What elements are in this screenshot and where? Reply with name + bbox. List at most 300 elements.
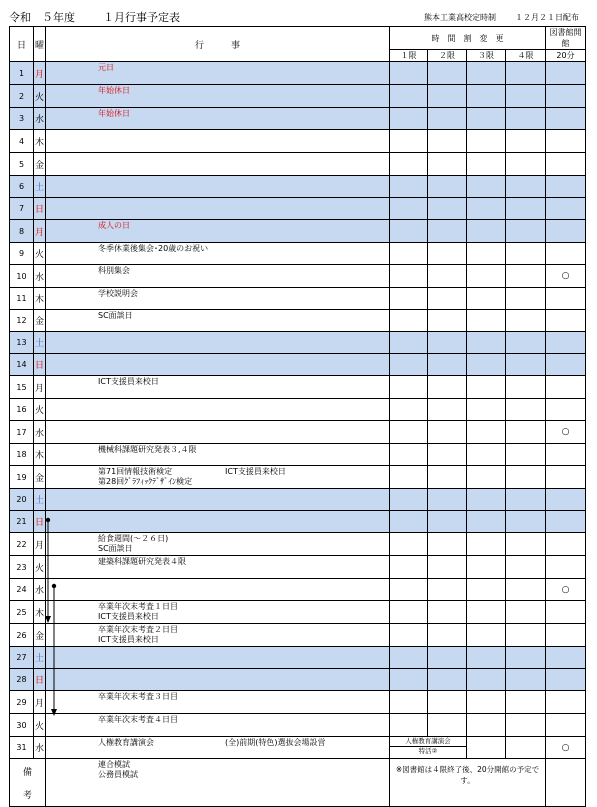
weekday-cell: 月 [34, 220, 46, 243]
weekday-cell: 土 [34, 647, 46, 669]
library-cell [546, 130, 586, 153]
period-cell [467, 62, 506, 85]
period-cell [467, 220, 506, 243]
table-row [10, 669, 586, 691]
event-cell [46, 198, 390, 220]
remarks-label: 備 考 [10, 759, 46, 807]
event-cell [46, 691, 390, 714]
library-cell [546, 466, 586, 489]
library-cell [546, 332, 586, 354]
weekday-cell: 水 [34, 737, 46, 759]
period-cell [467, 533, 506, 556]
period-cell [467, 624, 506, 647]
period-cell [506, 108, 546, 130]
event-text: 卒業年次末考査２日目 ICT支援員来校日 [98, 625, 178, 644]
period-cell [467, 198, 506, 220]
weekday-cell: 金 [34, 466, 46, 489]
period-cell [428, 198, 467, 220]
period-cell [390, 399, 428, 421]
period-cell [428, 579, 467, 601]
period-cell [390, 669, 428, 691]
event-cell [46, 533, 390, 556]
col-period-change: 時 間 割 変 更 [390, 27, 546, 50]
event-cell [46, 466, 390, 489]
period-cell [428, 647, 467, 669]
library-cell [546, 647, 586, 669]
library-cell [546, 691, 586, 714]
event-cell [46, 288, 390, 310]
event-cell [46, 153, 390, 176]
table-row [10, 444, 586, 466]
period-cell [506, 153, 546, 176]
event-text: 科別集会 [98, 266, 130, 275]
library-cell [546, 399, 586, 421]
period-cell [467, 669, 506, 691]
col-p1: １限 [390, 50, 428, 62]
library-cell [546, 556, 586, 579]
period-cell [467, 288, 506, 310]
table-row [10, 310, 586, 332]
event-cell [46, 376, 390, 399]
period-cell [428, 466, 467, 489]
event-text: 元日 [98, 63, 114, 72]
event-text: 第71回情報技術検定 第28回ｸﾞﾗﾌｨｯｸﾃﾞｻﾞｲﾝ検定 [98, 467, 193, 486]
event-cell [46, 624, 390, 647]
day-cell: 13 [10, 332, 34, 354]
event-text: ICT支援員来校日 [98, 377, 159, 386]
library-cell [546, 376, 586, 399]
period-cell [467, 265, 506, 288]
table-row [10, 399, 586, 421]
period-cell [428, 310, 467, 332]
period-cell [467, 85, 506, 108]
period-cell [390, 533, 428, 556]
period-cell [506, 466, 546, 489]
period-cell [428, 108, 467, 130]
period-cell [467, 444, 506, 466]
period-cell [506, 376, 546, 399]
event-cell [46, 85, 390, 108]
day-cell: 16 [10, 399, 34, 421]
period-cell [506, 130, 546, 153]
period-cell [467, 691, 506, 714]
table-row [10, 601, 586, 624]
table-row [10, 714, 586, 737]
event-cell [46, 310, 390, 332]
day-cell: 5 [10, 153, 34, 176]
remarks-text: 連合模試 公務員模試 [98, 760, 138, 779]
library-cell [546, 444, 586, 466]
day-cell: 31 [10, 737, 34, 759]
period-cell [390, 332, 428, 354]
period-cell [467, 130, 506, 153]
event-cell [46, 220, 390, 243]
period-cell [506, 176, 546, 198]
event-text: SC面談日 [98, 311, 133, 320]
table-row [10, 176, 586, 198]
period-change-top: 人権教育講演会 [390, 737, 466, 747]
period-cell [467, 310, 506, 332]
period-cell [390, 601, 428, 624]
library-cell [546, 85, 586, 108]
period-cell [390, 489, 428, 511]
event-text: 冬季休業後集会･20歳のお祝い [98, 244, 209, 253]
day-cell: 27 [10, 647, 34, 669]
table-row [10, 421, 586, 444]
event-text: 年始休日 [98, 86, 130, 95]
weekday-cell: 土 [34, 489, 46, 511]
period-cell [390, 243, 428, 265]
event-cell [46, 354, 390, 376]
period-cell [467, 399, 506, 421]
day-cell: 3 [10, 108, 34, 130]
day-cell: 8 [10, 220, 34, 243]
period-cell [428, 556, 467, 579]
library-cell [546, 62, 586, 85]
period-cell [428, 669, 467, 691]
col-library-sub: 20分 [546, 50, 586, 62]
library-cell [546, 198, 586, 220]
library-cell: ○ [546, 421, 586, 444]
table-row [10, 466, 586, 489]
period-cell [506, 714, 546, 737]
weekday-cell: 火 [34, 556, 46, 579]
table-row [10, 691, 586, 714]
period-cell [467, 511, 506, 533]
period-cell [390, 310, 428, 332]
event-cell [46, 108, 390, 130]
school-name: 熊本工業高校定時制 [424, 13, 496, 22]
period-cell [428, 176, 467, 198]
event-text-secondary: ICT支援員来校日 [225, 467, 286, 476]
era-label: 令和 ５年度 [9, 11, 75, 24]
event-cell [46, 130, 390, 153]
library-cell: ○ [546, 737, 586, 759]
day-cell: 29 [10, 691, 34, 714]
weekday-cell: 火 [34, 714, 46, 737]
period-cell [390, 376, 428, 399]
day-cell: 15 [10, 376, 34, 399]
event-cell [46, 243, 390, 265]
day-cell: 25 [10, 601, 34, 624]
library-cell: ○ [546, 265, 586, 288]
day-cell: 7 [10, 198, 34, 220]
period-cell [390, 624, 428, 647]
event-cell [46, 556, 390, 579]
library-cell [546, 243, 586, 265]
col-weekday: 曜 [34, 27, 46, 62]
period-cell [428, 533, 467, 556]
event-cell [46, 579, 390, 601]
table-row [10, 265, 586, 288]
day-cell: 20 [10, 489, 34, 511]
weekday-cell: 水 [34, 108, 46, 130]
period-cell [506, 220, 546, 243]
period-cell [467, 108, 506, 130]
event-text: 機械科課題研究発表３,４限 [98, 445, 197, 454]
col-p4: ４限 [506, 50, 546, 62]
period-cell [506, 624, 546, 647]
day-cell: 26 [10, 624, 34, 647]
library-cell [546, 669, 586, 691]
period-cell [390, 579, 428, 601]
event-cell [46, 669, 390, 691]
event-text: 給食週間(～２６日) SC面談日 [98, 534, 169, 553]
library-cell [546, 624, 586, 647]
library-cell [546, 176, 586, 198]
event-text: 卒業年次末考査１日目 ICT支援員来校日 [98, 602, 178, 621]
weekday-cell: 水 [34, 265, 46, 288]
event-cell [46, 601, 390, 624]
event-cell [46, 176, 390, 198]
library-cell [546, 533, 586, 556]
period-cell [390, 130, 428, 153]
period-cell [467, 489, 506, 511]
col-events: 行 事 [46, 27, 390, 62]
period-cell [428, 376, 467, 399]
period-cell [390, 265, 428, 288]
day-cell: 12 [10, 310, 34, 332]
table-row [10, 332, 586, 354]
table-row [10, 108, 586, 130]
table-row [10, 579, 586, 601]
day-cell: 21 [10, 511, 34, 533]
event-text: 年始休日 [98, 109, 130, 118]
period-cell [390, 220, 428, 243]
event-cell [46, 265, 390, 288]
weekday-cell: 金 [34, 310, 46, 332]
event-cell [46, 444, 390, 466]
period-cell [428, 85, 467, 108]
table-row [10, 533, 586, 556]
period-cell [428, 354, 467, 376]
table-row [10, 198, 586, 220]
period-cell [506, 691, 546, 714]
period-cell [506, 421, 546, 444]
day-cell: 30 [10, 714, 34, 737]
period-cell [467, 601, 506, 624]
library-cell [546, 220, 586, 243]
period-cell [428, 220, 467, 243]
event-text: 人権教育講演会 [98, 738, 154, 747]
col-library: 図書館開館 [546, 27, 586, 50]
period-cell [390, 714, 428, 737]
period-cell [390, 556, 428, 579]
table-row [10, 354, 586, 376]
table-row [10, 647, 586, 669]
period-cell [506, 444, 546, 466]
period-cell [428, 444, 467, 466]
period-cell [390, 421, 428, 444]
period-cell [428, 624, 467, 647]
period-cell [506, 511, 546, 533]
table-row [10, 85, 586, 108]
event-cell [46, 511, 390, 533]
event-cell [46, 489, 390, 511]
period-cell [506, 332, 546, 354]
period-cell [467, 714, 506, 737]
table-row [10, 556, 586, 579]
day-cell: 11 [10, 288, 34, 310]
distribution-date: １２月２１日配布 [515, 13, 579, 22]
period-cell [467, 579, 506, 601]
period-cell [506, 198, 546, 220]
period-cell [428, 691, 467, 714]
period-cell [428, 511, 467, 533]
library-cell [546, 511, 586, 533]
event-cell [46, 714, 390, 737]
schedule-table [9, 26, 586, 807]
period-cell [506, 556, 546, 579]
weekday-cell: 金 [34, 153, 46, 176]
day-cell: 6 [10, 176, 34, 198]
period-cell [428, 265, 467, 288]
event-cell [46, 737, 390, 759]
weekday-cell: 日 [34, 198, 46, 220]
event-cell [46, 332, 390, 354]
day-cell: 18 [10, 444, 34, 466]
period-cell [390, 198, 428, 220]
table-row [10, 288, 586, 310]
period-cell [428, 489, 467, 511]
weekday-cell: 火 [34, 399, 46, 421]
period-cell [390, 288, 428, 310]
day-cell: 19 [10, 466, 34, 489]
period-cell [506, 354, 546, 376]
day-cell: 9 [10, 243, 34, 265]
table-row [10, 62, 586, 85]
period-cell [467, 421, 506, 444]
weekday-cell: 月 [34, 62, 46, 85]
event-cell [46, 421, 390, 444]
period-cell [506, 579, 546, 601]
period-cell [428, 421, 467, 444]
period-cell [467, 466, 506, 489]
event-cell [46, 647, 390, 669]
weekday-cell: 木 [34, 444, 46, 466]
weekday-cell: 金 [34, 624, 46, 647]
period-cell [428, 130, 467, 153]
period-cell [390, 466, 428, 489]
period-cell [428, 153, 467, 176]
day-cell: 1 [10, 62, 34, 85]
period-cell [428, 714, 467, 737]
period-cell [390, 354, 428, 376]
day-cell: 22 [10, 533, 34, 556]
day-cell: 14 [10, 354, 34, 376]
col-p3: ３限 [467, 50, 506, 62]
event-text-secondary: (全)前期(特色)選抜会場設営 [225, 738, 326, 747]
table-row [10, 489, 586, 511]
library-cell [546, 601, 586, 624]
period-cell [390, 153, 428, 176]
period-cell [467, 176, 506, 198]
period-cell [390, 176, 428, 198]
period-cell [506, 243, 546, 265]
weekday-cell: 木 [34, 130, 46, 153]
event-cell [46, 62, 390, 85]
period-cell [506, 601, 546, 624]
weekday-cell: 月 [34, 376, 46, 399]
weekday-cell: 土 [34, 176, 46, 198]
table-row [10, 220, 586, 243]
library-note: ※図書館は４限終了後、20分開館の予定です。 [390, 759, 546, 807]
col-p2: ２限 [428, 50, 467, 62]
library-cell [546, 489, 586, 511]
period-cell [428, 399, 467, 421]
weekday-cell: 水 [34, 421, 46, 444]
event-text: 卒業年次末考査３日目 [98, 692, 178, 701]
table-row [10, 737, 586, 759]
event-text: 学校説明会 [98, 289, 138, 298]
period-cell [428, 601, 467, 624]
day-cell: 24 [10, 579, 34, 601]
day-cell: 28 [10, 669, 34, 691]
period-cell [467, 556, 506, 579]
event-text: 成人の日 [98, 221, 130, 230]
period-change-bottom: 特活② [418, 747, 438, 755]
weekday-cell: 木 [34, 288, 46, 310]
weekday-cell: 日 [34, 354, 46, 376]
weekday-cell: 日 [34, 669, 46, 691]
library-cell [546, 354, 586, 376]
period-cell [467, 647, 506, 669]
period-cell [428, 288, 467, 310]
period-cell [467, 354, 506, 376]
period-cell [506, 399, 546, 421]
period-cell [506, 669, 546, 691]
event-text: 卒業年次末考査４日目 [98, 715, 178, 724]
library-cell: ○ [546, 579, 586, 601]
period-cell [467, 332, 506, 354]
period-cell [467, 376, 506, 399]
library-cell [546, 153, 586, 176]
day-cell: 23 [10, 556, 34, 579]
page-title: １月行事予定表 [103, 11, 180, 24]
weekday-cell: 日 [34, 511, 46, 533]
library-cell [546, 310, 586, 332]
period-cell [506, 265, 546, 288]
period-cell [428, 243, 467, 265]
weekday-cell: 月 [34, 691, 46, 714]
table-row [10, 511, 586, 533]
period-cell [506, 647, 546, 669]
table-row [10, 243, 586, 265]
period-cell [390, 647, 428, 669]
table-row [10, 130, 586, 153]
period-cell [390, 62, 428, 85]
period-cell [390, 511, 428, 533]
day-cell: 10 [10, 265, 34, 288]
period-cell [467, 737, 506, 759]
period-cell [506, 533, 546, 556]
event-text: 建築科課題研究発表４限 [98, 557, 186, 566]
period-cell [506, 62, 546, 85]
weekday-cell: 木 [34, 601, 46, 624]
period-cell [390, 444, 428, 466]
day-cell: 2 [10, 85, 34, 108]
library-cell [546, 714, 586, 737]
weekday-cell: 火 [34, 85, 46, 108]
period-change-cell [390, 737, 467, 759]
period-cell [390, 85, 428, 108]
period-cell [506, 489, 546, 511]
day-cell: 17 [10, 421, 34, 444]
event-cell [46, 399, 390, 421]
period-cell [506, 85, 546, 108]
period-cell [428, 62, 467, 85]
period-cell [506, 310, 546, 332]
